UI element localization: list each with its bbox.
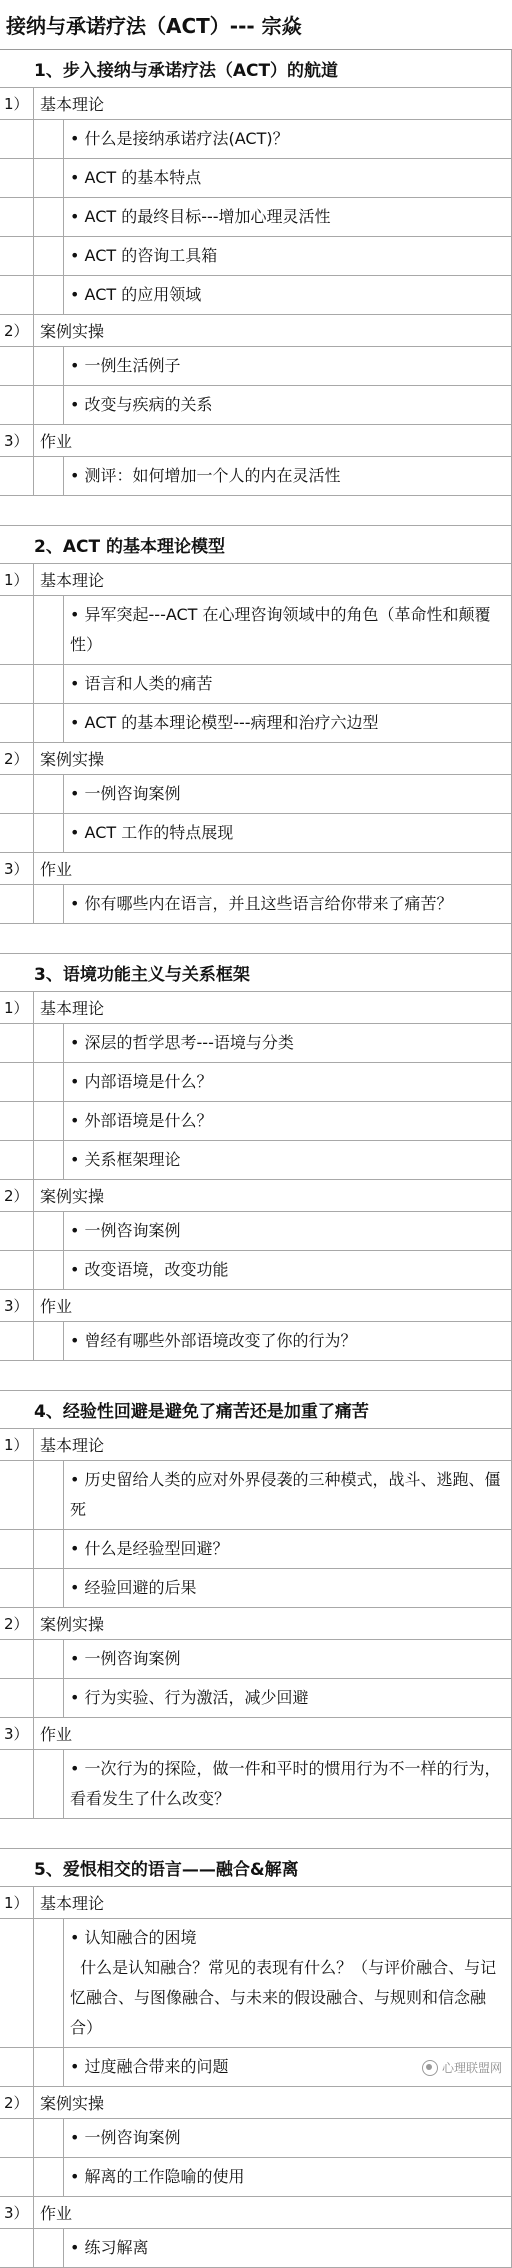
list-item [0, 1919, 512, 2048]
spacer-cell [34, 814, 64, 852]
group-number: 3） [0, 1718, 34, 1749]
spacer-cell [0, 237, 34, 275]
spacer-cell [34, 1063, 64, 1101]
spacer-cell [34, 665, 64, 703]
group-number: 3） [0, 2197, 34, 2228]
spacer-cell [34, 159, 64, 197]
list-item [0, 1461, 512, 1530]
item-text: • 语言和人类的痛苦 [64, 665, 512, 703]
item-text: • 历史留给人类的应对外界侵袭的三种模式，战斗、逃跑、僵死 [64, 1461, 512, 1529]
list-item [0, 665, 512, 704]
group-label: 案例实操 [34, 1608, 512, 1639]
section-4 [0, 1391, 512, 1849]
item-text: • 行为实验、行为激活，减少回避 [64, 1679, 512, 1717]
list-item [0, 1212, 512, 1251]
item-text: • 曾经有哪些外部语境改变了你的行为？ [64, 1322, 512, 1360]
group-row [0, 743, 512, 775]
list-item [0, 596, 512, 665]
spacer-cell [0, 1530, 34, 1568]
item-text: • 你有哪些内在语言，并且这些语言给你带来了痛苦？ [64, 885, 512, 923]
spacer-cell [0, 276, 34, 314]
group-number: 1） [0, 1887, 34, 1918]
spacer-cell [34, 2158, 64, 2196]
document-title: 接纳与承诺疗法（ACT）--- 宗焱 [0, 0, 512, 50]
spacer-cell [0, 1322, 34, 1360]
spacer-cell [34, 1569, 64, 1607]
list-item [0, 120, 512, 159]
spacer-cell [0, 1212, 34, 1250]
item-text: • 一例咨询案例 [64, 1640, 512, 1678]
group-number: 3） [0, 1290, 34, 1321]
group-number: 2） [0, 2087, 34, 2118]
group-number: 3） [0, 425, 34, 456]
spacer-cell [0, 1141, 34, 1179]
group-label: 案例实操 [34, 1180, 512, 1211]
group-row [0, 853, 512, 885]
spacer-cell [34, 198, 64, 236]
spacer-cell [0, 1750, 34, 1818]
syllabus-table [0, 50, 512, 2268]
spacer-cell [34, 775, 64, 813]
group-label: 案例实操 [34, 2087, 512, 2118]
group-label: 作业 [34, 425, 512, 456]
group-row [0, 1180, 512, 1212]
group-label: 基本理论 [34, 88, 512, 119]
spacer-cell [34, 1461, 64, 1529]
spacer-cell [34, 2048, 64, 2086]
item-text: • ACT 的应用领域 [64, 276, 512, 314]
spacer-cell [0, 159, 34, 197]
spacer-cell [0, 2229, 34, 2267]
item-text: • 经验回避的后果 [64, 1569, 512, 1607]
list-item [0, 1679, 512, 1718]
item-text: • 外部语境是什么？ [64, 1102, 512, 1140]
watermark-text: 心理联盟网 [441, 2061, 502, 2075]
spacer-cell [34, 596, 64, 664]
list-item [0, 1322, 512, 1361]
item-text: • 一例咨询案例 [64, 1212, 512, 1250]
spacer-cell [0, 885, 34, 923]
section-2 [0, 526, 512, 954]
item-text: • 关系框架理论 [64, 1141, 512, 1179]
group-label: 作业 [34, 1290, 512, 1321]
spacer-cell [34, 885, 64, 923]
list-item [0, 814, 512, 853]
spacer-cell [34, 237, 64, 275]
item-text: • ACT 的基本理论模型---病理和治疗六边型 [64, 704, 512, 742]
spacer-cell [0, 1024, 34, 1062]
group-row [0, 992, 512, 1024]
item-text: • 什么是接纳承诺疗法(ACT)？ [64, 120, 512, 158]
list-item [0, 276, 512, 315]
spacer-cell [0, 2119, 34, 2157]
list-item [0, 457, 512, 496]
spacer-cell [34, 1640, 64, 1678]
spacer-cell [0, 120, 34, 158]
spacer-cell [34, 1024, 64, 1062]
spacer-cell [0, 1251, 34, 1289]
spacer-cell [0, 198, 34, 236]
group-row [0, 1429, 512, 1461]
spacer-cell [34, 276, 64, 314]
spacer-cell [0, 347, 34, 385]
item-text: • 一次行为的探险，做一件和平时的惯用行为不一样的行为，看看发生了什么改变？ [64, 1750, 512, 1818]
item-text: • ACT 的基本特点 [64, 159, 512, 197]
group-number: 2） [0, 315, 34, 346]
spacer-cell [0, 1461, 34, 1529]
spacer-cell [0, 1679, 34, 1717]
section-gap [0, 496, 512, 526]
item-text: • 内部语境是什么？ [64, 1063, 512, 1101]
spacer-cell [0, 2158, 34, 2196]
list-item [0, 885, 512, 924]
group-label: 基本理论 [34, 564, 512, 595]
spacer-cell [34, 1679, 64, 1717]
spacer-cell [0, 1102, 34, 1140]
list-item [0, 1569, 512, 1608]
item-text: • 练习解离 [64, 2229, 512, 2267]
group-row [0, 1290, 512, 1322]
spacer-cell [34, 1919, 64, 2047]
spacer-cell [0, 596, 34, 664]
list-item [0, 1141, 512, 1180]
spacer-cell [0, 775, 34, 813]
list-item [0, 1102, 512, 1141]
section-gap [0, 1819, 512, 1849]
group-label: 作业 [34, 2197, 512, 2228]
group-number: 2） [0, 1608, 34, 1639]
list-item [0, 775, 512, 814]
section-heading: 5、爱恨相交的语言——融合&解离 [0, 1849, 512, 1887]
list-item [0, 347, 512, 386]
spacer-cell [34, 386, 64, 424]
group-label: 基本理论 [34, 1887, 512, 1918]
section-heading: 3、语境功能主义与关系框架 [0, 954, 512, 992]
group-label: 作业 [34, 1718, 512, 1749]
group-label: 基本理论 [34, 992, 512, 1023]
spacer-cell [34, 347, 64, 385]
spacer-cell [34, 1102, 64, 1140]
group-label: 案例实操 [34, 743, 512, 774]
spacer-cell [34, 120, 64, 158]
item-text: • 什么是经验型回避？ [64, 1530, 512, 1568]
section-heading: 4、经验性回避是避免了痛苦还是加重了痛苦 [0, 1391, 512, 1429]
item-text: • 测评：如何增加一个人的内在灵活性 [64, 457, 512, 495]
group-row [0, 2197, 512, 2229]
group-number: 3） [0, 853, 34, 884]
section-3 [0, 954, 512, 1391]
item-text: • 一例生活例子 [64, 347, 512, 385]
list-item [0, 159, 512, 198]
spacer-cell [0, 1919, 34, 2047]
spacer-cell [0, 1063, 34, 1101]
list-item [0, 2229, 512, 2268]
group-number: 2） [0, 743, 34, 774]
section-heading: 1、步入接纳与承诺疗法（ACT）的航道 [0, 50, 512, 88]
group-label: 案例实操 [34, 315, 512, 346]
spacer-cell [0, 704, 34, 742]
group-number: 2） [0, 1180, 34, 1211]
spacer-cell [0, 1569, 34, 1607]
list-item [0, 704, 512, 743]
item-text: • 认知融合的困境 什么是认知融合？常见的表现有什么？（与评价融合、与记忆融合、与图像融合、与未来的假设融合、与规则和信念融合） [64, 1919, 512, 2047]
section-gap [0, 1361, 512, 1391]
group-label: 作业 [34, 853, 512, 884]
item-text: • ACT 的最终目标---增加心理灵活性 [64, 198, 512, 236]
list-item [0, 386, 512, 425]
section-1 [0, 50, 512, 526]
list-item [0, 2158, 512, 2197]
spacer-cell [0, 386, 34, 424]
list-item [0, 1530, 512, 1569]
group-row [0, 2087, 512, 2119]
list-item [0, 1024, 512, 1063]
item-text: • 解离的工作隐喻的使用 [64, 2158, 512, 2196]
item-text: • 深层的哲学思考---语境与分类 [64, 1024, 512, 1062]
spacer-cell [34, 1212, 64, 1250]
spacer-cell [0, 1640, 34, 1678]
item-text: • 一例咨询案例 [64, 775, 512, 813]
list-item [0, 2119, 512, 2158]
spacer-cell [0, 457, 34, 495]
group-row [0, 425, 512, 457]
spacer-cell [0, 2048, 34, 2086]
list-item [0, 1251, 512, 1290]
spacer-cell [34, 2119, 64, 2157]
list-item [0, 1063, 512, 1102]
spacer-cell [0, 814, 34, 852]
spacer-cell [34, 2229, 64, 2267]
list-item [0, 237, 512, 276]
spacer-cell [34, 704, 64, 742]
spacer-cell [34, 1141, 64, 1179]
group-number: 1） [0, 1429, 34, 1460]
item-text: • 一例咨询案例 [64, 2119, 512, 2157]
group-row [0, 1887, 512, 1919]
item-text: • 改变语境，改变功能 [64, 1251, 512, 1289]
item-text: • 过度融合带来的问题 [64, 2048, 512, 2086]
logo-icon [422, 2060, 438, 2076]
group-row [0, 88, 512, 120]
watermark [422, 2059, 502, 2076]
group-number: 1） [0, 992, 34, 1023]
spacer-cell [0, 665, 34, 703]
spacer-cell [34, 1322, 64, 1360]
item-text: • ACT 的咨询工具箱 [64, 237, 512, 275]
group-row [0, 564, 512, 596]
spacer-cell [34, 457, 64, 495]
spacer-cell [34, 1750, 64, 1818]
group-row [0, 1718, 512, 1750]
spacer-cell [34, 1251, 64, 1289]
section-heading: 2、ACT 的基本理论模型 [0, 526, 512, 564]
group-label: 基本理论 [34, 1429, 512, 1460]
item-text: • 改变与疾病的关系 [64, 386, 512, 424]
spacer-cell [34, 1530, 64, 1568]
section-gap [0, 924, 512, 954]
group-number: 1） [0, 88, 34, 119]
item-text: • 异军突起---ACT 在心理咨询领域中的角色（革命性和颠覆性） [64, 596, 512, 664]
list-item [0, 198, 512, 237]
list-item [0, 1640, 512, 1679]
item-text: • ACT 工作的特点展现 [64, 814, 512, 852]
list-item [0, 1750, 512, 1819]
group-row [0, 1608, 512, 1640]
group-row [0, 315, 512, 347]
group-number: 1） [0, 564, 34, 595]
